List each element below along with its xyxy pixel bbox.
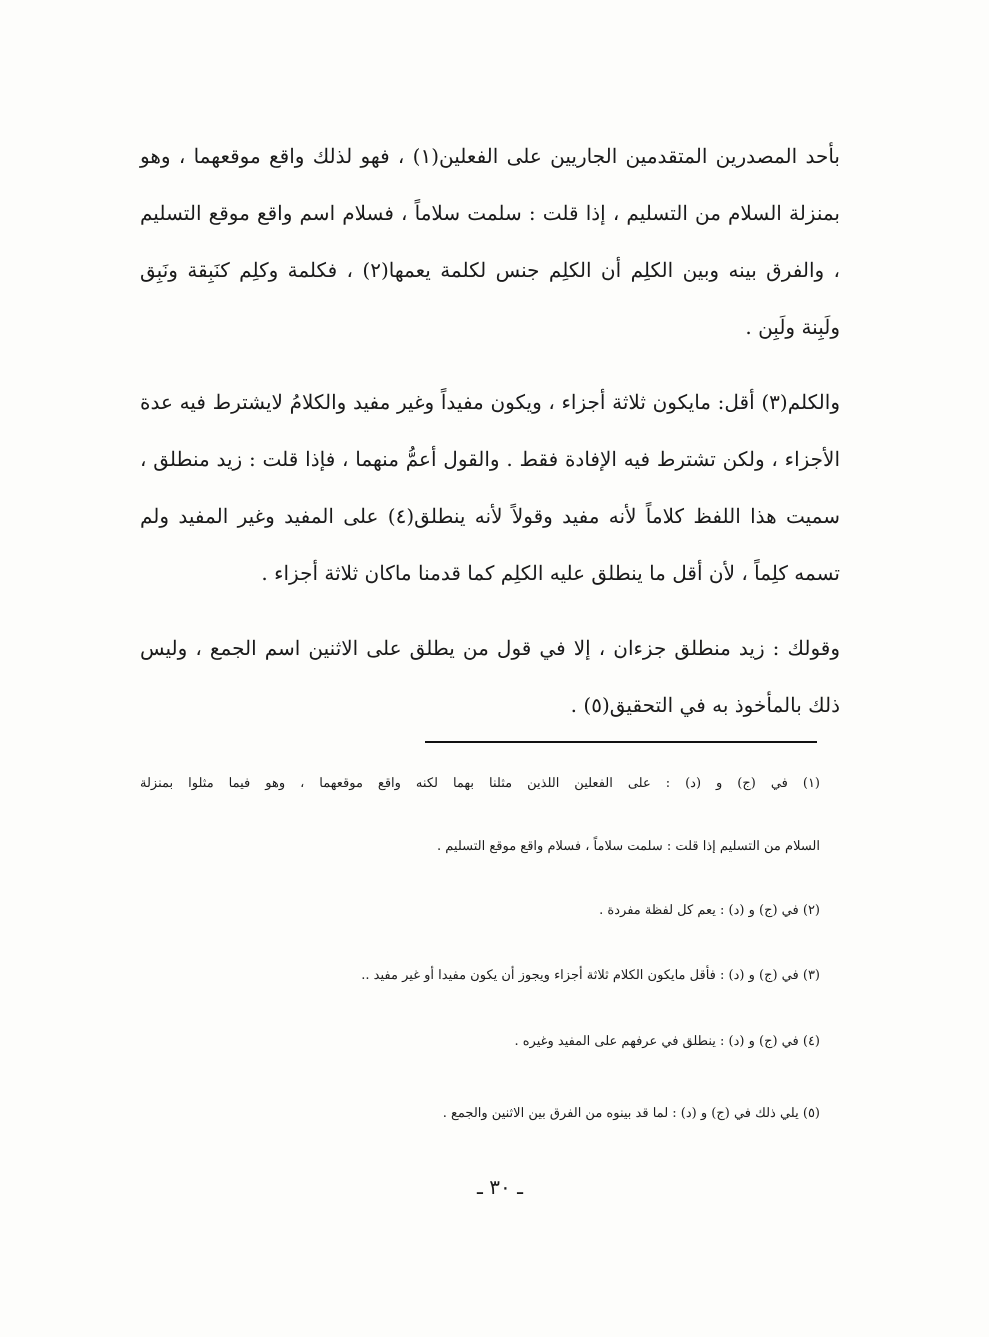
footnote-separator: [425, 741, 817, 743]
footnote-1: (١) في (ج) و (د) : على الفعلين اللذين مثلنا بهما لكنه واقع موقعهما ، وهو فيما مثلوا بمنزلة: [140, 776, 820, 791]
paragraph: بأحد المصدرين المتقدمين الجاريين على الفعلين(١) ، فهو لذلك واقع موقعهما ، وهو بمنزلة السلام من التسليم ، إذا قلت : سلمت سلاماً ، فسلام اسم واقع موقع التسليم ، والفرق بينه وبين الكلِم أن الكلِم جنس لكلمة يعمها(٢) ، فكلمة وكلِم كنَبِقة ونَبِق ولَبِنة ولَبِن .: [140, 144, 841, 339]
footnote-5: (٥) يلي ذلك في (ج) و (د) : لما قد بينوه من الفرق بين الاثنين والجمع .: [442, 1106, 820, 1121]
footnote-1-continued: السلام من التسليم إذا قلت : سلمت سلاماً ، فسلام واقع موقع التسليم .: [436, 839, 820, 854]
footnote-3: (٣) في (ج) و (د) : فأقل مايكون الكلام ثلاثة أجزاء ويجوز أن يكون مفيدا أو غير مفيد ..: [361, 968, 820, 983]
paragraph: وقولك : زيد منطلق جزءان ، إلا في قول من يطلق على الاثنين اسم الجمع ، وليس ذلك بالمأخوذ به في التحقيق(٥) .: [140, 636, 840, 717]
footnote-4: (٤) في (ج) و (د) : ينطلق في عرفهم على المفيد وغيره .: [514, 1034, 820, 1049]
main-text: [140, 128, 840, 752]
paragraph: والكلم(٣) أقل: مايكون ثلاثة أجزاء ، ويكون مفيداً وغير مفيد والكلامُ لايشترط فيه عدة الأجزاء ، ولكن تشترط فيه الإفادة فقط . والقول أعمُّ منهما ، فإذا قلت : زيد منطلق ، سميت هذا اللفظ كلاماً لأنه مفيد وقولاً لأنه ينطلق(٤) على المفيد وغير المفيد ولم تسمه كلِماً ، لأن أقل ما ينطلق عليه الكلِم كما قدمنا ماكان ثلاثة أجزاء .: [140, 390, 840, 585]
footnote-2: (٢) في (ج) و (د) : يعم كل لفظة مفردة .: [599, 903, 820, 918]
page-number: ـ ٣٠ ـ: [477, 1175, 523, 1199]
